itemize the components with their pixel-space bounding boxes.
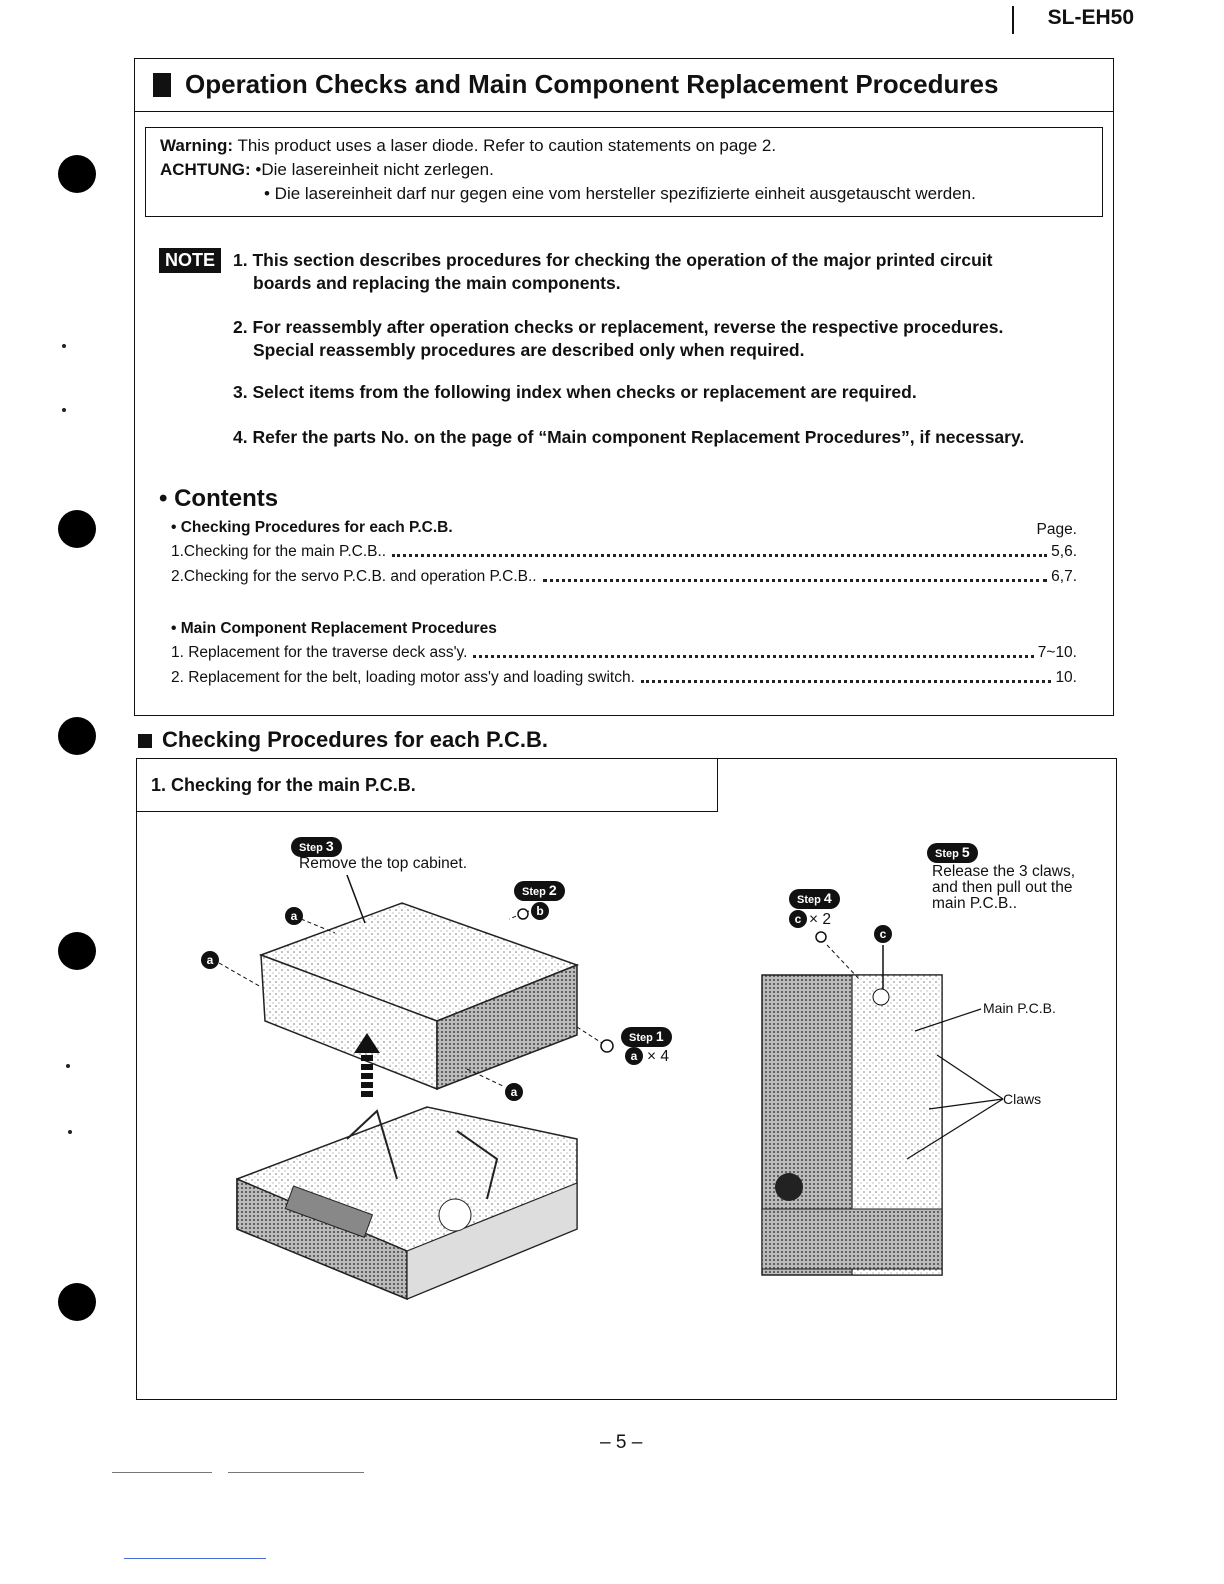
warning-label: Warning:: [160, 136, 234, 155]
achtung-text-2: • Die lasereinheit darf nur gegen eine vom hersteller spezifizierte einheit ausgetauscht werden.: [264, 184, 976, 203]
leader-line: [219, 963, 261, 987]
footer-rule: [112, 1472, 212, 1473]
step-number: 4: [823, 890, 832, 906]
speck: [62, 408, 66, 412]
claws-label: Claws: [1003, 1091, 1042, 1107]
step-number: 2: [548, 882, 557, 898]
binder-hole: [58, 510, 96, 548]
toc-entry[interactable]: [171, 568, 1077, 586]
replacement-heading: • Main Component Replacement Procedures: [171, 620, 497, 637]
speck: [66, 1064, 70, 1068]
step-3-badge: [291, 837, 342, 857]
section-title: Checking Procedures for each P.C.B.: [162, 727, 548, 752]
step-4-badge: [789, 889, 840, 909]
warning-box: [145, 127, 1103, 217]
screw-a-marker: a: [625, 1047, 643, 1065]
note-item: 1. This section describes procedures for checking the operation of the major printed circuit: [233, 250, 993, 270]
page-number: – 5 –: [600, 1432, 643, 1453]
contents-heading: • Contents: [159, 485, 279, 512]
toc-label: 1.Checking for the main P.C.B..: [171, 543, 387, 560]
release-text-3: main P.C.B..: [932, 895, 1018, 912]
screw-icon: [518, 909, 528, 919]
toc-leader: [392, 554, 1047, 557]
leader-line: [827, 945, 859, 979]
player-chassis-illustration: [237, 1107, 577, 1299]
leader-line: [577, 1027, 605, 1045]
note-item: boards and replacing the main components.: [253, 273, 621, 293]
screw-a-marker: a: [201, 951, 219, 969]
section-square-icon: [138, 734, 152, 748]
binder-hole: [58, 932, 96, 970]
screw-icon: [601, 1040, 613, 1052]
note-badge: NOTE: [159, 248, 221, 273]
toc-label: 2.Checking for the servo P.C.B. and operation P.C.B..: [171, 568, 537, 585]
top-cabinet-illustration: [261, 903, 577, 1089]
model-number: SL-EH50: [1047, 6, 1134, 29]
main-pcb-illustration: [762, 975, 942, 1275]
step-number: 5: [961, 844, 970, 860]
subsection-title: 1. Checking for the main P.C.B.: [151, 775, 416, 795]
toc-page: 5,6.: [1051, 543, 1077, 560]
speck: [68, 1130, 72, 1134]
screw-a-marker: a: [505, 1083, 523, 1101]
screw-count-2: × 2: [809, 911, 831, 928]
title-square-icon: [153, 73, 171, 97]
step-word: Step: [797, 894, 821, 906]
toc-leader: [641, 680, 1052, 683]
step-word: Step: [935, 848, 959, 860]
leader-line: [937, 1055, 1003, 1099]
release-text-2: and then pull out the: [932, 879, 1073, 896]
screw-c-marker: c: [874, 925, 892, 943]
achtung-row: [160, 158, 494, 181]
toc-leader: [473, 655, 1033, 658]
note-item: Special reassembly procedures are described only when required.: [253, 340, 805, 360]
note-item: 3. Select items from the following index when checks or replacement are required.: [233, 382, 917, 402]
step-word: Step: [522, 886, 546, 898]
step-number: 1: [655, 1028, 664, 1044]
leader-line: [301, 919, 335, 933]
operation-checks-box: [134, 58, 1114, 716]
main-pcb-box: [136, 758, 1117, 1400]
footer-rule: [228, 1472, 364, 1473]
achtung-label: ACHTUNG:: [160, 160, 251, 179]
title-bar: [135, 59, 1113, 112]
step-2-badge: [514, 881, 565, 901]
note-item: 4. Refer the parts No. on the page of “Main component Replacement Procedures”, if necessary.: [233, 427, 1025, 447]
step-word: Step: [629, 1032, 653, 1044]
screw-a-marker: a: [285, 907, 303, 925]
screw-c-marker: c: [789, 910, 807, 928]
step-1-badge: [621, 1027, 672, 1047]
remove-cabinet-text: Remove the top cabinet.: [299, 855, 468, 872]
toc-label: 1. Replacement for the traverse deck ass'y.: [171, 644, 468, 661]
toc-leader: [543, 579, 1048, 582]
toc-entry[interactable]: [171, 543, 1077, 561]
toc-entry[interactable]: [171, 644, 1077, 662]
toc-entry[interactable]: [171, 669, 1077, 687]
step-word: Step: [299, 842, 323, 854]
warning-text: This product uses a laser diode. Refer to caution statements on page 2.: [237, 136, 777, 155]
toc-label: 2. Replacement for the belt, loading motor ass'y and loading switch.: [171, 669, 635, 686]
toc-page: 7~10.: [1037, 644, 1077, 661]
main-pcb-label: Main P.C.B.: [983, 1000, 1056, 1016]
leader-line: [347, 875, 365, 923]
toc-page: 6,7.: [1051, 568, 1077, 585]
achtung-text-1: •Die lasereinheit nicht zerlegen.: [255, 160, 494, 179]
binder-hole: [58, 1283, 96, 1321]
warning-row: [160, 134, 776, 157]
release-text-1: Release the 3 claws,: [932, 863, 1076, 880]
header-rule: [1012, 6, 1014, 34]
footer-rule: [124, 1558, 266, 1559]
screw-icon: [816, 932, 826, 942]
step-number: 3: [325, 838, 334, 854]
binder-hole: [58, 155, 96, 193]
screw-b-marker: b: [531, 902, 549, 920]
page-title: Operation Checks and Main Component Replacement Procedures: [185, 69, 999, 99]
step-5-badge: [927, 843, 978, 863]
page-column-label: Page.: [1036, 521, 1077, 538]
speck: [62, 344, 66, 348]
toc-page: 10.: [1055, 669, 1077, 686]
note-item: 2. For reassembly after operation checks or replacement, reverse the respective procedures.: [233, 317, 1004, 337]
binder-hole: [58, 717, 96, 755]
screw-count-4: × 4: [647, 1048, 669, 1065]
checking-heading: • Checking Procedures for each P.C.B.: [171, 519, 453, 536]
